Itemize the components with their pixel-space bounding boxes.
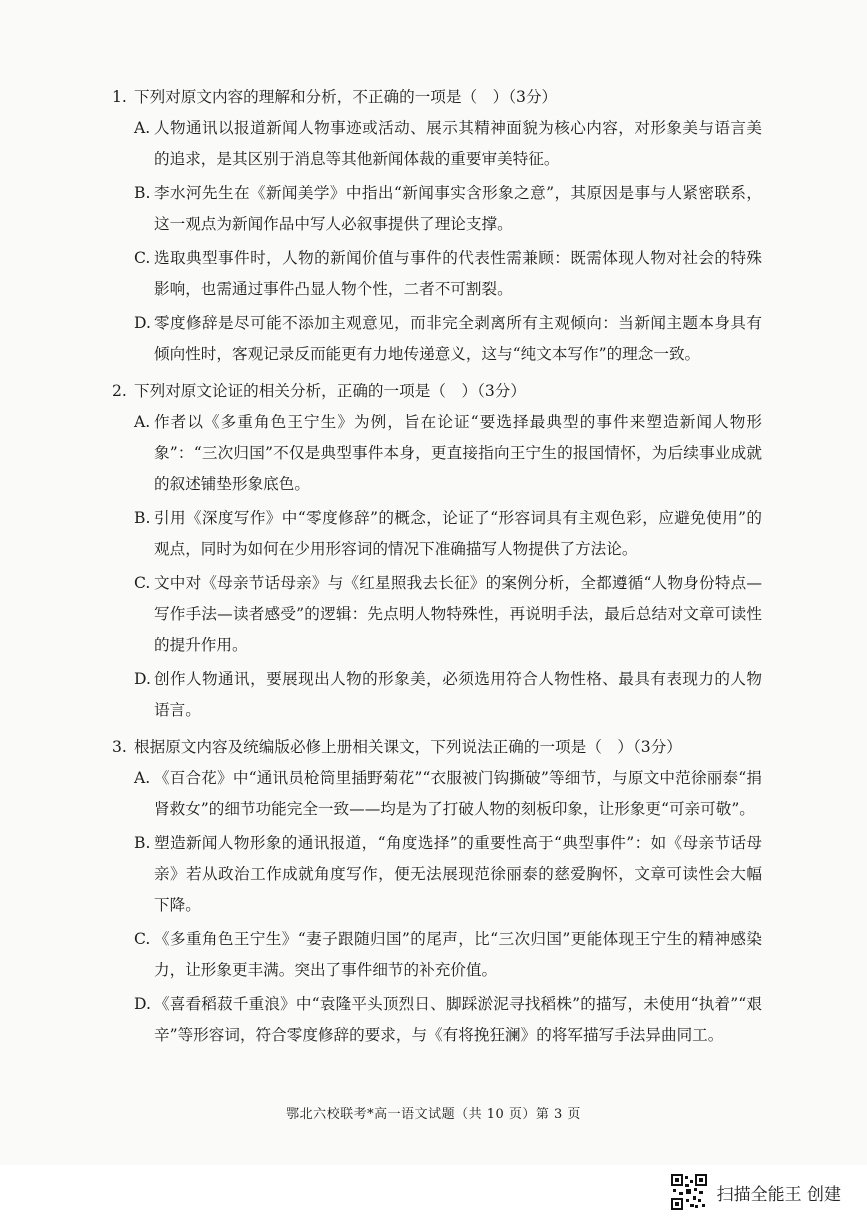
option-2-b — [112, 503, 762, 565]
question-list — [112, 84, 762, 1059]
option-letter: C. — [134, 574, 151, 592]
question-number: 1. — [112, 88, 127, 106]
option-letter: B. — [134, 509, 151, 527]
option-letter: D. — [134, 314, 151, 332]
option-text: 《喜看稻菽千重浪》中“袁隆平头顶烈日、脚踩淤泥寻找稻株”的描写，未使用“执着”“艰辛”等形容词，符合零度修辞的要求，与《有将挽狂澜》的将军描写手法异曲同工。 — [154, 995, 762, 1044]
question-stem-text: 下列对原文论证的相关分析，正确的一项是（ ）（3分） — [134, 382, 526, 400]
option-text: 塑造新闻人物形象的通讯报道，“角度选择”的重要性高于“典型事件”：如《母亲节话母亲》若从政治工作成就角度写作，便无法展现范徐丽泰的慈爱胸怀，文章可读性会大幅下降。 — [154, 834, 762, 914]
option-1-c — [112, 243, 762, 305]
option-text: 人物通讯以报道新闻人物事迹或活动、展示其精神面貌为核心内容，对形象美与语言美的追求，是其区别于消息等其他新闻体裁的重要审美特征。 — [154, 119, 762, 168]
option-letter: D. — [134, 995, 151, 1013]
option-text: 《百合花》中“通讯员枪筒里插野菊花”“衣服被门钩撕破”等细节，与原文中范徐丽泰“捐肾救女”的细节功能完全一致——均是为了打破人物的刻板印象，让形象更“可亲可敬”。 — [154, 769, 762, 818]
option-text: 创作人物通讯，要展现出人物的形象美，必须选用符合人物性格、最具有表现力的人物语言。 — [154, 670, 762, 719]
option-text: 引用《深度写作》中“零度修辞”的概念，论证了“形容词具有主观色彩，应避免使用”的观点，同时为如何在少用形容词的情况下准确描写人物提供了方法论。 — [154, 509, 762, 558]
question-number: 2. — [112, 382, 127, 400]
page-footer: 鄂北六校联考*高一语文试题（共 10 页）第 3 页 — [286, 1107, 581, 1122]
option-letter: A. — [134, 769, 151, 787]
option-text: 零度修辞是尽可能不添加主观意见，而非完全剥离所有主观倾向：当新闻主题本身具有倾向性时，客观记录反而能更有力地传递意义，这与“纯文本写作”的理念一致。 — [154, 314, 762, 363]
option-text: 作者以《多重角色王宁生》为例，旨在论证“要选择最典型的事件来塑造新闻人物形象”：“三次归国”不仅是典型事件本身，更直接指向王宁生的报国情怀，为后续事业成就的叙述铺垫形象底色。 — [154, 413, 762, 493]
option-2-d — [112, 664, 762, 726]
question-stem-text: 根据原文内容及统编版必修上册相关课文，下列说法正确的一项是（ ）（3分） — [134, 738, 682, 756]
option-1-a — [112, 113, 762, 175]
option-1-d — [112, 308, 762, 370]
option-text: 选取典型事件时，人物的新闻价值与事件的代表性需兼顾：既需体现人物对社会的特殊影响，也需通过事件凸显人物个性，二者不可割裂。 — [154, 249, 762, 298]
option-3-b — [112, 828, 762, 921]
option-3-c — [112, 924, 762, 986]
question-stem — [112, 84, 762, 110]
option-text: 李水河先生在《新闻美学》中指出“新闻事实含形象之意”，其原因是事与人紧密联系，这一观点为新闻作品中写人必叙事提供了理论支撑。 — [154, 184, 762, 233]
option-text: 《多重角色王宁生》“妻子跟随归国”的尾声，比“三次归国”更能体现王宁生的精神感染力，让形象更丰满。突出了事件细节的补充价值。 — [154, 930, 762, 979]
question-stem-text: 下列对原文内容的理解和分析，不正确的一项是（ ）（3分） — [134, 88, 558, 106]
question-3 — [112, 734, 762, 1051]
option-1-b — [112, 178, 762, 240]
option-3-d — [112, 989, 762, 1051]
option-letter: C. — [134, 249, 151, 267]
scanner-watermark — [671, 1172, 841, 1212]
question-stem — [112, 734, 762, 760]
option-letter: D. — [134, 670, 151, 688]
option-letter: A. — [134, 119, 151, 137]
option-2-a — [112, 407, 762, 500]
option-text: 文中对《母亲节话母亲》与《红星照我去长征》的案例分析，全都遵循“人物身份特点—写作手法—读者感受”的逻辑：先点明人物特殊性，再说明手法，最后总结对文章可读性的提升作用。 — [154, 574, 762, 654]
question-1 — [112, 84, 762, 370]
question-number: 3. — [112, 738, 127, 756]
option-letter: B. — [134, 184, 151, 202]
option-2-c — [112, 568, 762, 661]
qr-code-icon — [671, 1174, 707, 1210]
watermark-text: 扫描全能王 创建 — [716, 1184, 841, 1205]
question-2 — [112, 378, 762, 726]
option-3-a — [112, 763, 762, 825]
option-letter: A. — [134, 413, 151, 431]
question-stem — [112, 378, 762, 404]
option-letter: B. — [134, 834, 151, 852]
option-letter: C. — [134, 930, 151, 948]
